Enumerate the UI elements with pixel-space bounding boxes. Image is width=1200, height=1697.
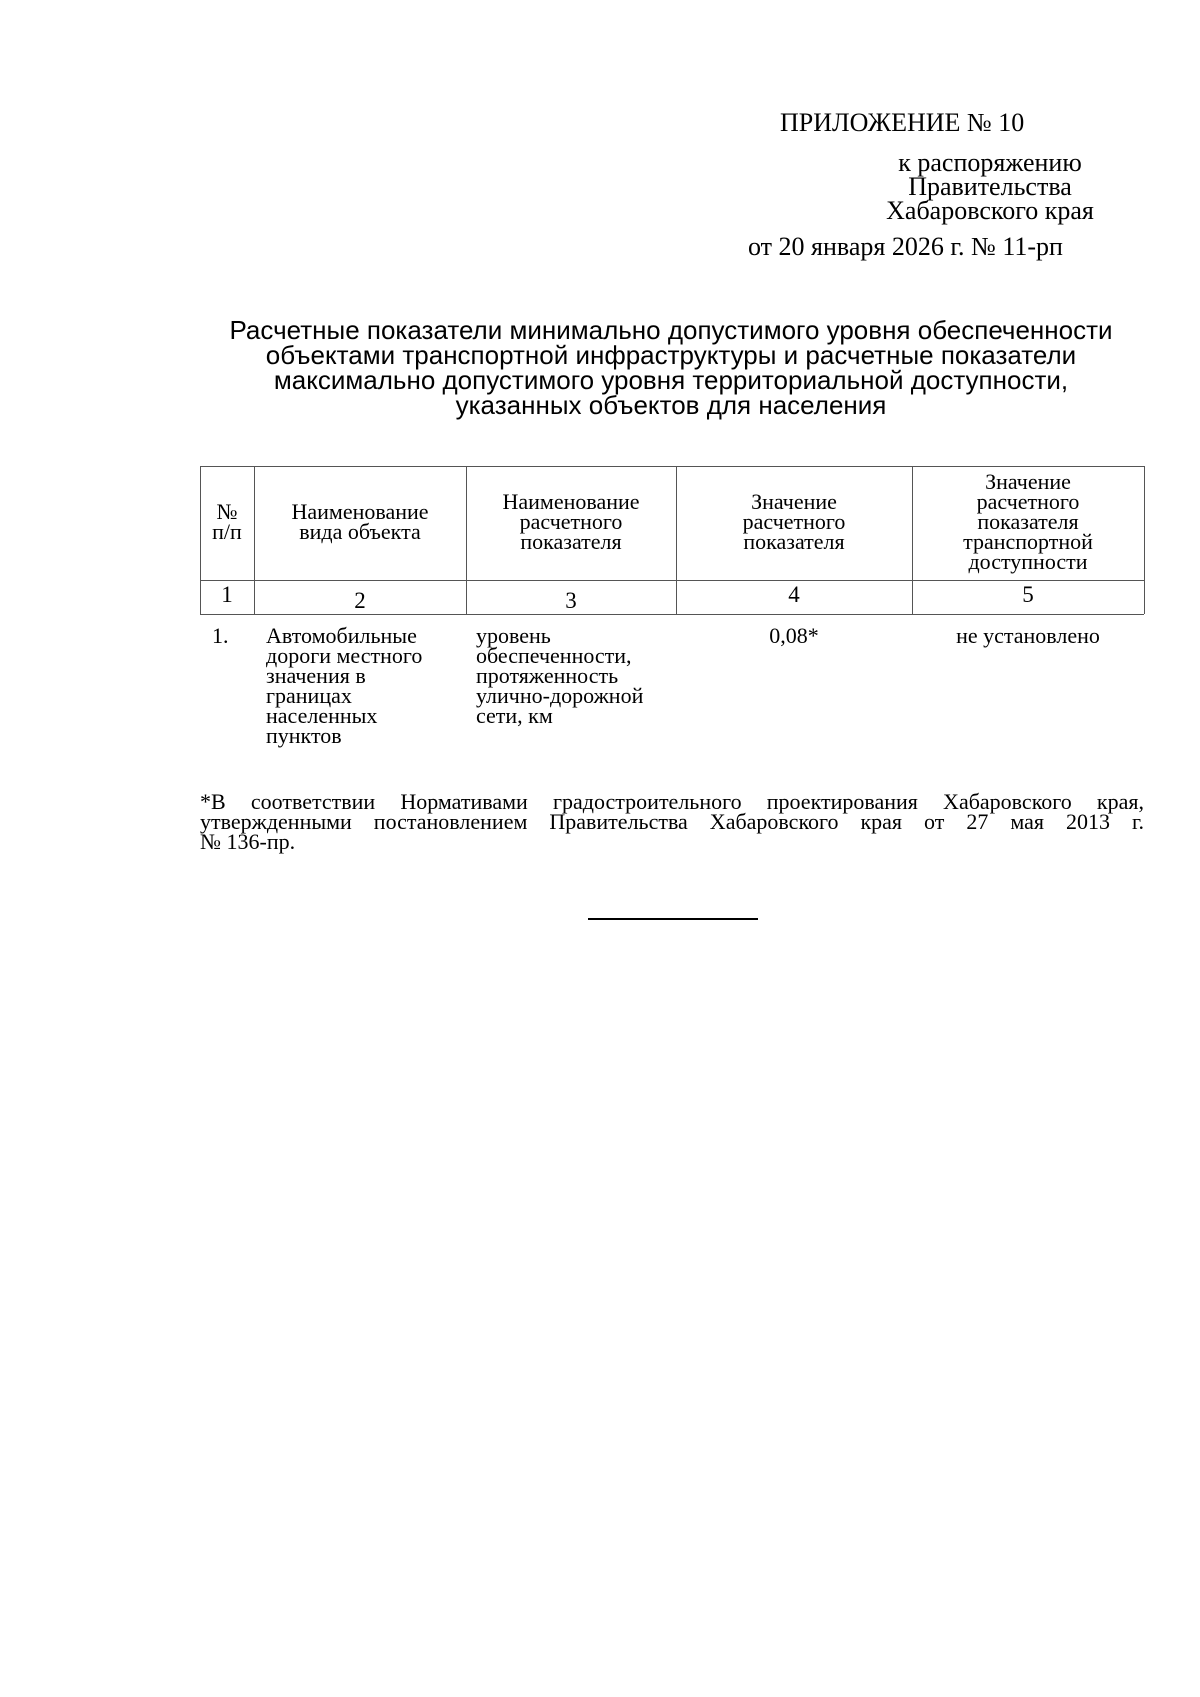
column-number-5: 5 bbox=[1022, 582, 1034, 607]
row-indicator bbox=[476, 623, 644, 728]
header-cell-access-value bbox=[912, 469, 1144, 574]
appendix-title: ПРИЛОЖЕНИЕ № 10 bbox=[780, 108, 1025, 137]
header-line-government: Правительства bbox=[908, 172, 1072, 201]
cell-text: сети, км bbox=[476, 703, 553, 728]
cell-text: обеспеченности, bbox=[476, 643, 632, 668]
footnote bbox=[200, 789, 1144, 854]
column-number-2: 2 bbox=[354, 588, 366, 613]
header-text: доступности bbox=[968, 549, 1088, 574]
end-of-document-rule bbox=[588, 918, 758, 920]
header-text: вида объекта bbox=[299, 519, 421, 544]
column-number-1: 1 bbox=[221, 582, 233, 607]
cell-text: улично-дорожной bbox=[476, 683, 644, 708]
cell-text: границах bbox=[266, 683, 352, 708]
title-line: объектами транспортной инфраструктуры и расчетные показатели bbox=[265, 340, 1077, 370]
title-line: Расчетные показатели минимально допустимого уровня обеспеченности bbox=[229, 315, 1113, 345]
footnote-line: *В соответствии Нормативами градостроительного проектирования Хабаровского края, bbox=[200, 789, 1144, 814]
header-cell-number bbox=[200, 499, 254, 544]
table-border-header bbox=[200, 580, 1144, 581]
cell-text: значения в bbox=[266, 663, 366, 688]
header-text: показателя bbox=[977, 509, 1079, 534]
table-border-right bbox=[1144, 466, 1145, 614]
row-object-type bbox=[266, 623, 423, 748]
header-text: показателя bbox=[520, 529, 622, 554]
cell-text: уровень bbox=[476, 623, 551, 648]
header-text: Наименование bbox=[291, 499, 429, 524]
title-line: максимально допустимого уровня территориальной доступности, bbox=[273, 365, 1069, 395]
cell-text: протяженность bbox=[476, 663, 619, 688]
header-text: расчетного bbox=[976, 489, 1080, 514]
header-text: Значение bbox=[751, 489, 837, 514]
table-border-numbers bbox=[200, 614, 1144, 615]
row-indicator-value: 0,08* bbox=[769, 623, 819, 648]
header-text: Значение bbox=[985, 469, 1071, 494]
header-text: Наименование bbox=[502, 489, 640, 514]
cell-text: дороги местного bbox=[266, 643, 423, 668]
header-line-decree: к распоряжению bbox=[898, 148, 1082, 177]
footnote-line: утвержденными постановлением Правительства Хабаровского края от 27 мая 2013 г. bbox=[200, 809, 1144, 834]
header-text: расчетного bbox=[742, 509, 846, 534]
column-number-3: 3 bbox=[565, 588, 577, 613]
header-text: транспортной bbox=[963, 529, 1093, 554]
cell-text: населенных bbox=[266, 703, 378, 728]
footnote-line: № 136-пр. bbox=[200, 829, 296, 854]
header-cell-indicator-value bbox=[676, 489, 912, 554]
decree-date-line: от 20 января 2026 г. № 11-рп bbox=[748, 232, 1063, 261]
row-access-value: не установлено bbox=[956, 623, 1100, 648]
document-title bbox=[200, 315, 1142, 420]
header-cell-object-type bbox=[254, 499, 466, 544]
header-text: показателя bbox=[743, 529, 845, 554]
cell-text: Автомобильные bbox=[266, 623, 417, 648]
indicators-table bbox=[200, 466, 1144, 748]
column-number-4: 4 bbox=[788, 582, 800, 607]
header-text: расчетного bbox=[519, 509, 623, 534]
header-text: п/п bbox=[212, 519, 242, 544]
cell-text: пунктов bbox=[266, 723, 342, 748]
table-border-top bbox=[200, 466, 1144, 467]
header-cell-indicator-name bbox=[466, 489, 676, 554]
header-text: № bbox=[216, 499, 238, 524]
title-line: указанных объектов для населения bbox=[455, 390, 887, 420]
row-number: 1. bbox=[212, 623, 229, 648]
header-line-region: Хабаровского края bbox=[886, 196, 1094, 225]
